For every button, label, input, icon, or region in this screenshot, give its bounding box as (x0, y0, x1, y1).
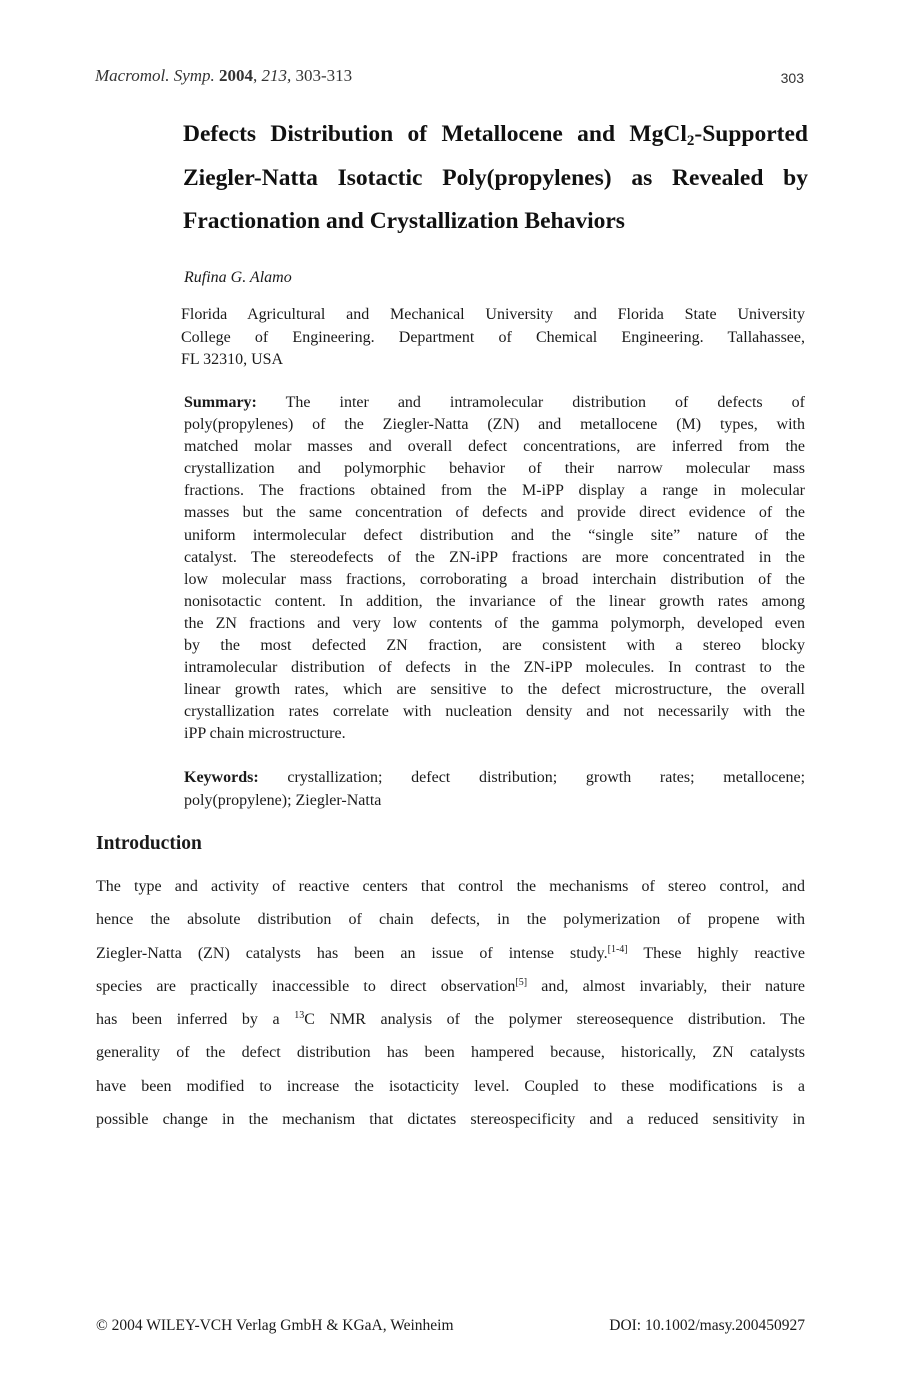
summary-line: nonisotactic content. In addition, the invariance of the linear growth rates among (184, 592, 805, 610)
body-line: possible change in the mechanism that dictates stereospecificity and a reduced sensitivity in (96, 1111, 805, 1129)
summary-line: fractions. The fractions obtained from the M-iPP display a range in molecular (184, 482, 805, 500)
journal-abbrev: Macromol. Symp. (95, 66, 215, 85)
isotope-superscript: 13 (294, 1010, 305, 1022)
body-line: species are practically inaccessible to direct observation[5] and, almost invariably, their nature (96, 976, 806, 995)
affiliation-line: Florida Agricultural and Mechanical University and Florida State University (181, 306, 805, 323)
summary-line: intramolecular distribution of defects in the ZN-iPP molecules. In contrast to the (184, 659, 805, 677)
abstract-summary (184, 392, 805, 746)
keywords (184, 767, 805, 812)
body-line: The type and activity of reactive centers that control the mechanisms of stereo control, and (96, 878, 805, 895)
author-name: Rufina G. Alamo (184, 269, 292, 286)
title-line-1: Defects Distribution of Metallocene and MgCl$_2$-Supported (183, 121, 808, 149)
summary-line: crystallization rates correlate with nucleation density and not necessarily with the (184, 703, 805, 721)
affiliation-line: College of Engineering. Department of Chemical Engineering. Tallahassee, (181, 328, 805, 346)
copyright-notice: © 2004 WILEY-VCH Verlag GmbH & KGaA, Weinheim (96, 1317, 454, 1334)
journal-year: 2004 (219, 66, 254, 85)
keywords-label: Keywords: (184, 769, 259, 786)
summary-line: the ZN fractions and very low contents of the gamma polymorph, developed even (184, 614, 805, 632)
body-line: generality of the defect distribution has been hampered because, historically, ZN catalysts (96, 1044, 805, 1062)
summary-line: matched molar masses and overall defect concentrations, are inferred from the (184, 438, 805, 456)
journal-pages: 303-313 (295, 66, 353, 85)
keywords-line: poly(propylene); Ziegler-Natta (184, 791, 382, 809)
running-header: Macromol. Symp. 2004, 213, 303-313 (95, 66, 353, 85)
journal-volume: 213, (261, 66, 292, 85)
citation-ref[interactable]: [5] (515, 976, 528, 988)
summary-line: poly(propylenes) of the Ziegler-Natta (ZN) and metallocene (M) types, with (184, 416, 805, 434)
summary-line: low molecular mass fractions, corroborating a broad interchain distribution of the (184, 570, 805, 588)
title-line-3: Fractionation and Crystallization Behaviors (183, 208, 625, 234)
summary-label: Summary: (184, 394, 257, 411)
section-heading-introduction: Introduction (96, 833, 202, 854)
body-line: has been inferred by a $^{13}$C NMR analysis of the polymer stereosequence distribution. The (96, 1010, 806, 1029)
summary-line: by the most defected ZN fraction, are consistent with a stereo blocky (184, 637, 805, 655)
citation-ref[interactable]: [1-4] (607, 943, 628, 955)
title-line-2: Ziegler-Natta Isotactic Poly(propylenes) as Revealed by (183, 164, 808, 191)
summary-line: crystallization and polymorphic behavior of their narrow molecular mass (184, 460, 805, 478)
doi-link[interactable]: DOI: 10.1002/masy.200450927 (609, 1317, 805, 1334)
summary-line: catalyst. The stereodefects of the ZN-iPP fractions are more concentrated in the (184, 548, 805, 566)
introduction-body (96, 870, 805, 1136)
paper-title (183, 113, 808, 244)
summary-line: linear growth rates, which are sensitive to the defect microstructure, the overall (184, 681, 805, 699)
author-affiliation (181, 304, 805, 372)
summary-line: uniform intermolecular defect distribution and the “single site” nature of the (184, 526, 805, 544)
summary-line: iPP chain microstructure. (184, 725, 346, 743)
keywords-line: Keywords: crystallization; defect distribution; growth rates; metallocene; (184, 769, 806, 786)
body-line: hence the absolute distribution of chain defects, in the polymerization of propene with (96, 911, 805, 929)
affiliation-line: FL 32310, USA (181, 351, 284, 368)
summary-line: Summary: The inter and intramolecular distribution of defects of (184, 394, 805, 411)
page-number: 303 (780, 70, 804, 86)
body-line: Ziegler-Natta (ZN) catalysts has been an issue of intense study.[1-4] These highly reactive (96, 943, 805, 962)
summary-line: masses but the same concentration of defects and provide direct evidence of the (184, 504, 805, 522)
body-line: have been modified to increase the isotacticity level. Coupled to these modifications is a (96, 1077, 805, 1095)
